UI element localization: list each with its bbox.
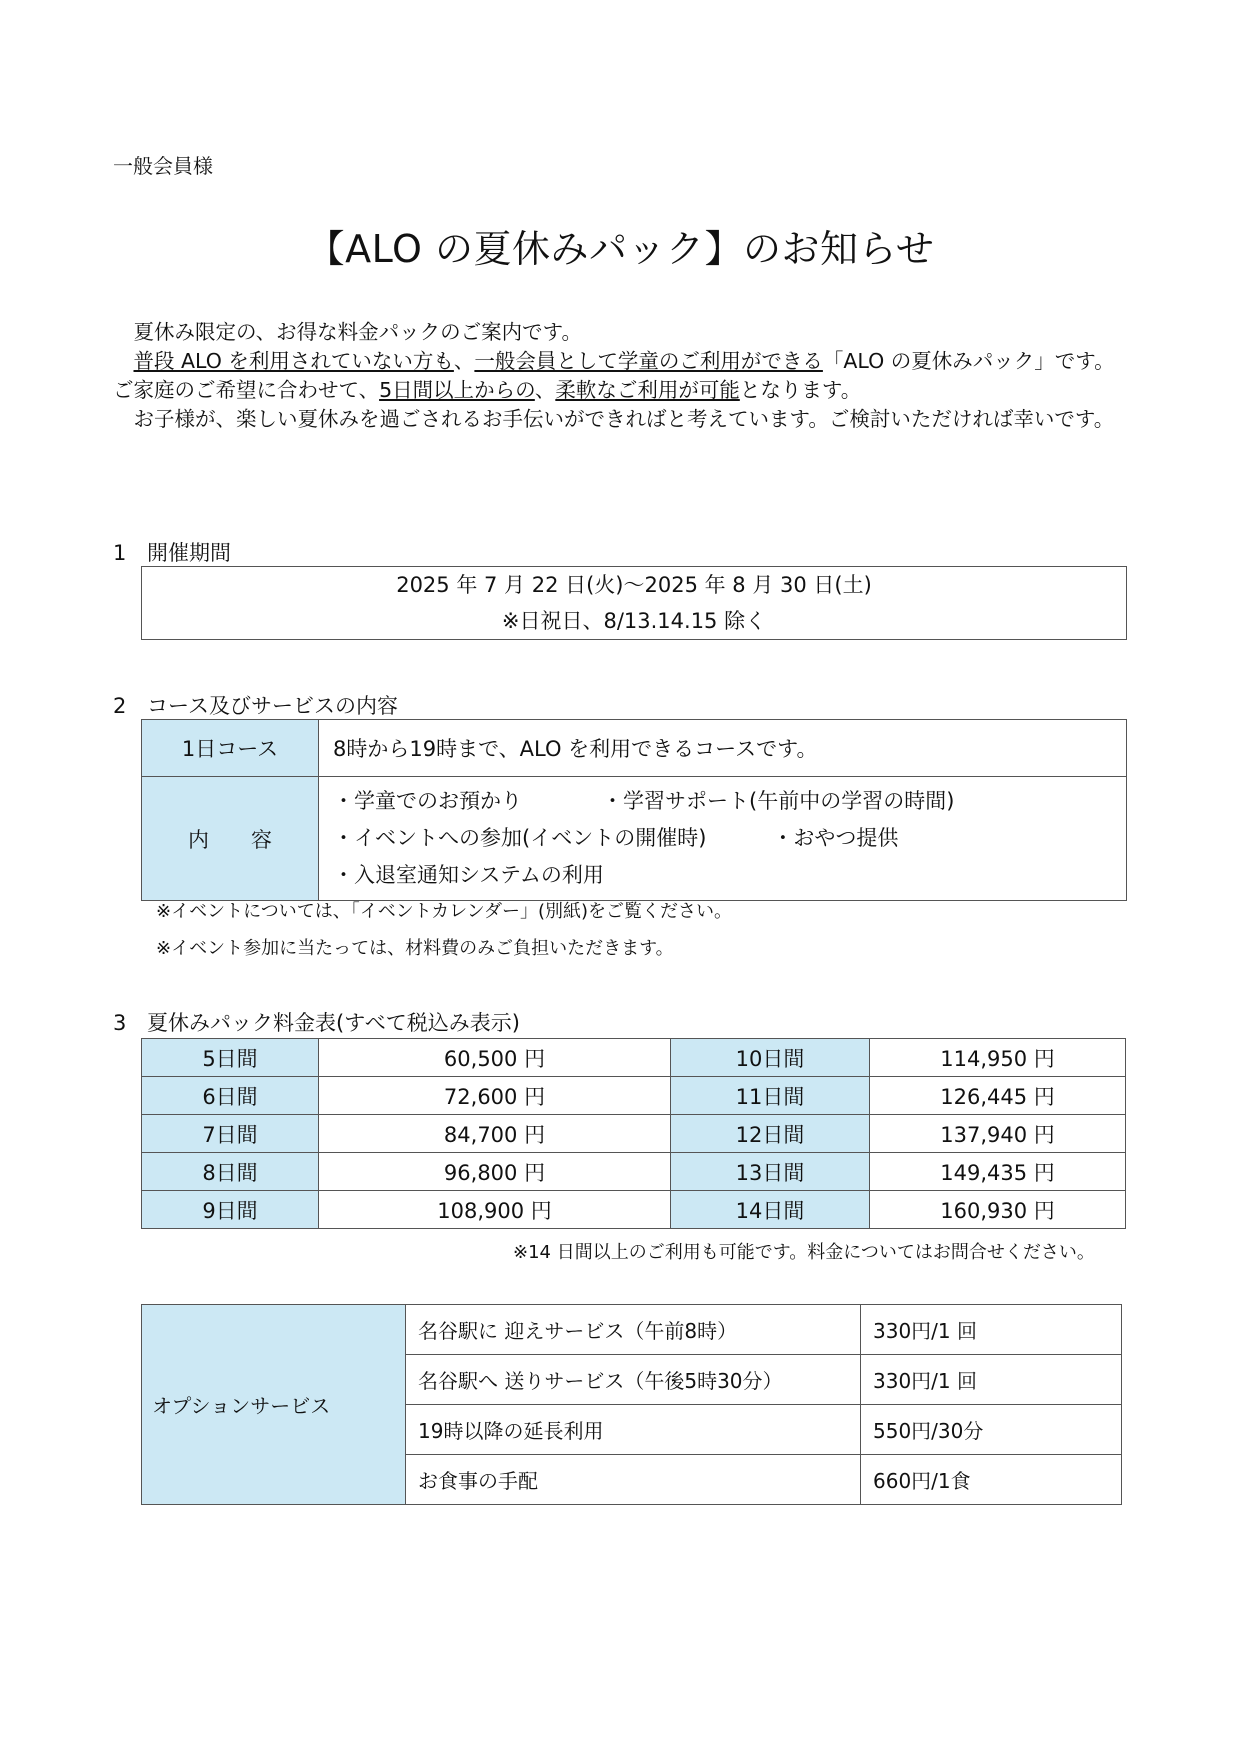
intro-p2-e: 5日間以上からの (379, 378, 535, 402)
period-dates: 2025 年 7 月 22 日(火)～2025 年 8 月 30 日(土) (142, 567, 1127, 604)
course-label: 1日コース (142, 720, 319, 777)
contents-item: ・イベントへの参加(イベントの開催時) (333, 826, 707, 850)
intro-text (113, 318, 1133, 434)
price-cell: 160,930 円 (870, 1191, 1126, 1229)
option-price: 550円/30分 (861, 1405, 1122, 1455)
days-cell: 5日間 (142, 1039, 319, 1077)
table-row (142, 1191, 1126, 1229)
section3-title: 夏休みパック料金表(すべて税込み表示) (147, 1011, 520, 1035)
section3-heading (113, 1007, 520, 1037)
option-name: 名谷駅に 迎えサービス（午前8時） (406, 1305, 861, 1355)
period-exclusions: ※日祝日、8/13.14.15 除く (142, 603, 1127, 640)
option-price: 660円/1食 (861, 1455, 1122, 1505)
option-price: 330円/1 回 (861, 1305, 1122, 1355)
contents-label: 内 容 (142, 777, 319, 901)
recipient: 一般会員様 (113, 154, 213, 178)
intro-p2-d: 「ALO の夏休みパック」です。ご家庭のご希望に合わせて、 (113, 349, 1115, 402)
contents-item: ・おやつ提供 (772, 826, 899, 850)
contents-item: ・学習サポート(午前中の学習の時間) (602, 789, 955, 813)
intro-paragraph-1 (113, 318, 1133, 347)
price-cell: 72,600 円 (319, 1077, 671, 1115)
section3-number: 3 (113, 1011, 127, 1035)
table-row (142, 1305, 1122, 1355)
contents-list (319, 777, 1127, 901)
options-table (141, 1304, 1122, 1505)
section1-number: 1 (113, 541, 127, 565)
price-cell: 108,900 円 (319, 1191, 671, 1229)
price-cell: 96,800 円 (319, 1153, 671, 1191)
days-cell: 12日間 (671, 1115, 870, 1153)
section2-title: コース及びサービスの内容 (147, 694, 398, 718)
period-table (141, 566, 1127, 640)
table-row (142, 1115, 1126, 1153)
options-label: オプションサービス (142, 1305, 406, 1505)
event-fee-note: ※イベント参加に当たっては、材料費のみご負担いただきます。 (156, 938, 674, 959)
intro-p2-f: 、 (534, 378, 556, 402)
course-table (141, 719, 1127, 901)
intro-p2-c: 一般会員として学童のご利用ができる (474, 349, 823, 373)
price-cell: 84,700 円 (319, 1115, 671, 1153)
price-cell: 149,435 円 (870, 1153, 1126, 1191)
event-calendar-note: ※イベントについては、「イベントカレンダー」(別紙)をご覧ください。 (156, 901, 733, 922)
option-price: 330円/1 回 (861, 1355, 1122, 1405)
table-row (142, 1039, 1126, 1077)
contents-item: ・入退室通知システムの利用 (333, 863, 604, 887)
days-cell: 7日間 (142, 1115, 319, 1153)
intro-p2-h: となります。 (739, 378, 862, 402)
section1-title: 開催期間 (147, 541, 231, 565)
option-name: 名谷駅へ 送りサービス（午後5時30分） (406, 1355, 861, 1405)
intro-p2-g: 柔軟なご利用が可能 (555, 378, 740, 402)
intro-paragraph-3 (113, 405, 1133, 434)
days-cell: 6日間 (142, 1077, 319, 1115)
section1-heading (113, 537, 231, 567)
days-cell: 8日間 (142, 1153, 319, 1191)
days-cell: 11日間 (671, 1077, 870, 1115)
section2-heading (113, 690, 398, 720)
price-cell: 60,500 円 (319, 1039, 671, 1077)
section2-number: 2 (113, 694, 127, 718)
course-description: 8時から19時まで、ALO を利用できるコースです。 (319, 720, 1127, 777)
price-note: ※14 日間以上のご利用も可能です。料金についてはお問合せください。 (513, 1242, 1095, 1263)
option-name: 19時以降の延長利用 (406, 1405, 861, 1455)
days-cell: 9日間 (142, 1191, 319, 1229)
option-name: お食事の手配 (406, 1455, 861, 1505)
table-row (142, 1153, 1126, 1191)
price-cell: 114,950 円 (870, 1039, 1126, 1077)
intro-paragraph-2 (113, 347, 1133, 405)
days-cell: 14日間 (671, 1191, 870, 1229)
intro-p2-b: 、 (453, 349, 475, 373)
intro-p1: 夏休み限定の、お得な料金パックのご案内です。 (133, 320, 583, 344)
price-cell: 137,940 円 (870, 1115, 1126, 1153)
days-cell: 10日間 (671, 1039, 870, 1077)
table-row (142, 1077, 1126, 1115)
price-table (141, 1038, 1126, 1229)
intro-p2-a: 普段 ALO を利用されていない方も (133, 349, 454, 373)
contents-item: ・学童でのお預かり (333, 789, 522, 813)
page-title: 【ALO の夏休みパック】のお知らせ (306, 227, 935, 271)
days-cell: 13日間 (671, 1153, 870, 1191)
price-cell: 126,445 円 (870, 1077, 1126, 1115)
intro-p3: お子様が、楽しい夏休みを過ごされるお手伝いができればと考えています。ご検討いただければ幸いです。 (133, 407, 1115, 431)
